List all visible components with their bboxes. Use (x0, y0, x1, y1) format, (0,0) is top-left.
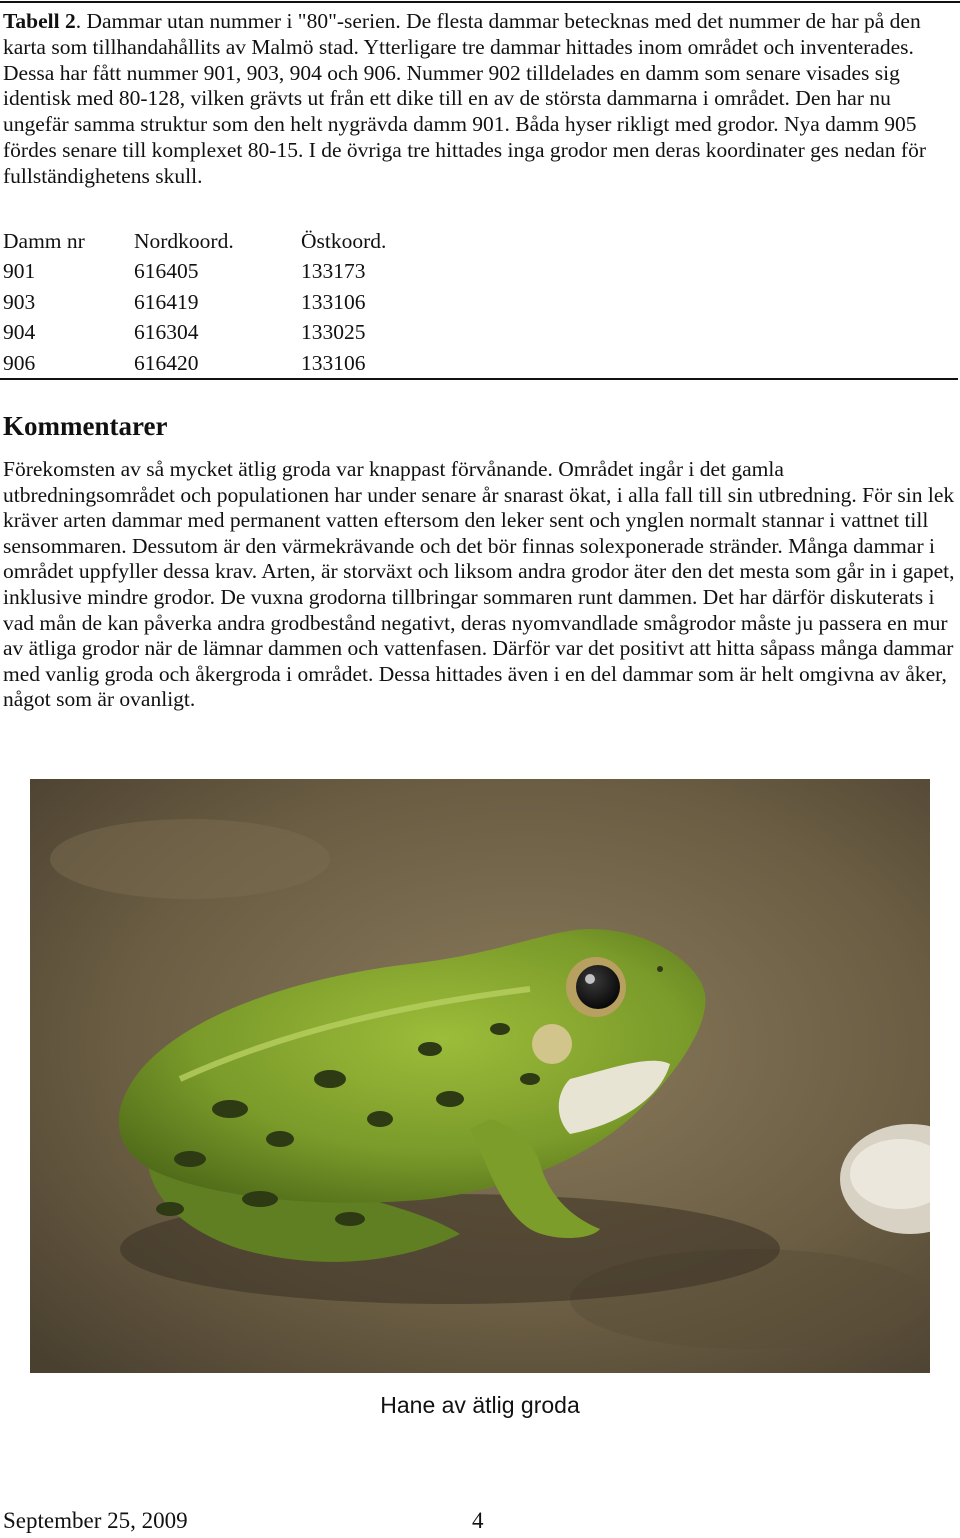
footer-date: September 25, 2009 (3, 1508, 188, 1533)
cell-pond-number: 903 (3, 289, 36, 314)
page-number: 4 (472, 1508, 484, 1533)
section-body: Förekomsten av så mycket ätlig groda var knappast förvånande. Området ingår i det gamla utbredningsområdet och populationen har under senare år snarast ökat, i alla fall till sin utbredning. För sin lek kräver arten dammar med permanent vatten eftersom den leker sent och ynglen normalt stannar i vattnet till sensommaren. Dessutom är den värmekrävande och det bör finnas solexponerade stränder. Många dammar i området uppfyller dessa krav. Arten, är storväxt och liksom andra grodor äter den det mesta som går in i gapet, inklusive mindre grodor. De vuxna grodorna tillbringar sommaren runt dammen. Det har därför diskuterats i vad mån de kan påverka andra grodbestånd negativt, deras nyomvandlade smågrodor måste ju passera en mur av ätliga grodor när de lämnar dammen och vattenfasen. Därför var det positivt att hitta såpass många dammar med vanlig groda och åkergroda i området. Dessa hittades även i en del dammar som är helt omgivna av åker, något som är ovanligt. (3, 457, 955, 712)
table-row (3, 348, 421, 378)
cell-east-coord: 133106 (301, 289, 366, 314)
table-header-row (3, 226, 421, 256)
table-caption (3, 9, 955, 190)
header-pond-number: Damm nr (3, 229, 85, 253)
caption-label: Tabell 2 (3, 9, 76, 33)
cell-pond-number: 904 (3, 320, 36, 345)
table-row (3, 256, 421, 286)
section-rule (0, 378, 958, 380)
section-heading: Kommentarer (3, 411, 168, 441)
header-north-coord: Nordkoord. (134, 229, 234, 253)
cell-pond-number: 901 (3, 259, 36, 284)
cell-north-coord: 616405 (134, 259, 199, 284)
table-row (3, 317, 421, 347)
cell-north-coord: 616420 (134, 350, 199, 375)
top-rule (0, 1, 960, 3)
caption-text: . Dammar utan nummer i "80"-serien. De flesta dammar betecknas med det nummer de har på den karta som tillhandahållits av Malmö stad. Ytterligare tre dammar hittades inom området och inventerades. Dessa har fått nummer 901, 903, 904 och 906. Nummer 902 tilldelades en damm som senare visades sig identisk med 80-128, vilken grävts ut från ett dike till en av de största dammarna i området. Den har nu ungefär samma struktur som den helt nygrävda damm 901. Båda hyser rikligt med grodor. Nya damm 905 fördes senare till komplexet 80-15. I de övriga tre hittades inga grodor men deras koordinater ges nedan för fullständighetens skull. (3, 9, 926, 188)
cell-pond-number: 906 (3, 350, 36, 375)
cell-north-coord: 616419 (134, 289, 199, 314)
table-row (3, 287, 421, 317)
photo-caption: Hane av ätlig groda (380, 1392, 580, 1418)
cell-east-coord: 133025 (301, 320, 366, 345)
cell-north-coord: 616304 (134, 320, 199, 345)
header-east-coord: Östkoord. (301, 229, 387, 253)
cell-east-coord: 133173 (301, 259, 366, 284)
pond-coordinates-table (3, 226, 421, 378)
cell-east-coord: 133106 (301, 350, 366, 375)
frog-photo (30, 779, 930, 1373)
